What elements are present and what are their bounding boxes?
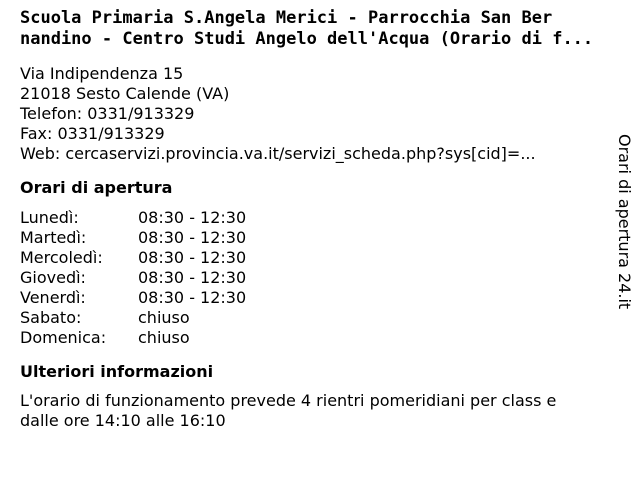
hours-row: [20, 288, 610, 308]
hours-day: Giovedì:: [20, 268, 86, 287]
page-title-line-2: nandino - Centro Studi Angelo dell'Acqua (Orario di f...: [20, 29, 594, 49]
hours-row: [20, 268, 610, 288]
hours-time: 08:30 - 12:30: [138, 288, 247, 307]
page-title: [20, 8, 620, 50]
fax-number: Fax: 0331/913329: [20, 124, 165, 143]
hours-day: Venerdì:: [20, 288, 86, 307]
hours-row: [20, 228, 610, 248]
hours-row: [20, 328, 610, 348]
hours-row: [20, 248, 610, 268]
opening-hours-heading: Orari di apertura: [20, 178, 173, 197]
hours-time: chiuso: [138, 328, 190, 347]
more-info-text: L'orario di funzionamento prevede 4 rientri pomeridiani per class e dalle ore 14:10 alle 16:10: [20, 391, 557, 430]
hours-day: Mercoledì:: [20, 248, 103, 267]
street-address: Via Indipendenza 15: [20, 64, 184, 83]
hours-day: Martedì:: [20, 228, 87, 247]
phone-number: Telefon: 0331/913329: [20, 104, 195, 123]
more-info-heading: Ulteriori informazioni: [20, 362, 214, 381]
listing-card: [20, 8, 610, 431]
hours-time: 08:30 - 12:30: [138, 268, 247, 287]
hours-time: 08:30 - 12:30: [138, 228, 247, 247]
brand-watermark: Orari di apertura 24.it: [615, 134, 634, 310]
website-link[interactable]: Web: cercaservizi.provincia.va.it/servizi_scheda.php?sys[cid]=...: [20, 144, 536, 163]
page-title-line-1: Scuola Primaria S.Angela Merici - Parrocchia San Ber: [20, 8, 553, 28]
hours-day: Lunedì:: [20, 208, 79, 227]
contact-block: [20, 64, 610, 164]
hours-day: Domenica:: [20, 328, 107, 347]
hours-time: 08:30 - 12:30: [138, 208, 247, 227]
hours-day: Sabato:: [20, 308, 82, 327]
hours-row: [20, 308, 610, 328]
hours-time: chiuso: [138, 308, 190, 327]
hours-time: 08:30 - 12:30: [138, 248, 247, 267]
city-address: 21018 Sesto Calende (VA): [20, 84, 230, 103]
opening-hours-table: [20, 208, 610, 348]
hours-row: [20, 208, 610, 228]
